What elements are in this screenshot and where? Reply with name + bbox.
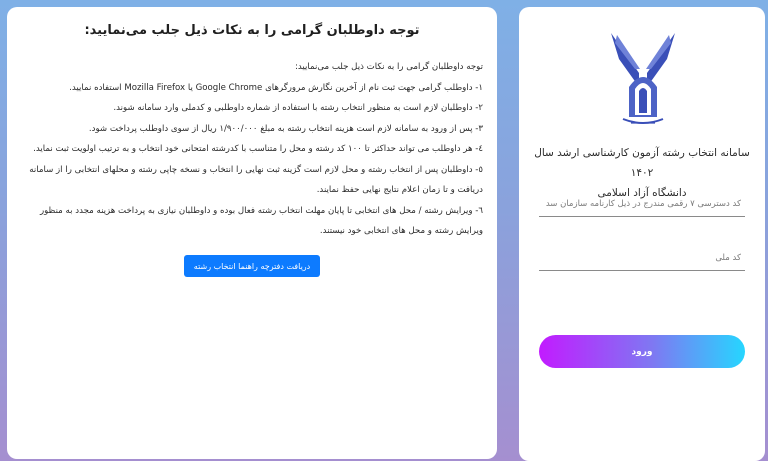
notice-item-4: ٤- هر داوطلب می تواند حداکثر تا ۱۰۰ کد رشته و محل را متناسب با کدرشته امتحانی خود انتخاب و به ترتیب اولویت ثبت نماید. [33, 144, 483, 154]
access-code-input[interactable] [539, 191, 745, 217]
notices-list [23, 57, 483, 242]
national-code-input[interactable] [539, 245, 745, 271]
system-title-line2: دانشگاه آزاد اسلامی [597, 187, 687, 199]
notice-item-3: ۳- پس از ورود به سامانه لازم است هزینه انتخاب رشته به مبلغ ۱/۹۰۰/۰۰۰ ریال از سوی داوطلب پرداخت شود. [88, 123, 483, 134]
system-title-line1: سامانه انتخاب رشته آزمون کارشناسی ارشد سال ۱۴۰۲ [534, 147, 750, 179]
login-card [519, 7, 765, 461]
notice-item-5: ٥- داوطلبان پس از انتخاب رشته و محل لازم است گزینه ثبت نهایی را انتخاب و نسخه چاپی رشته و محلهای انتخابی را از سامانه دریافت و تا زمان اعلام نتایج نهایی حفظ نمایند. [29, 164, 483, 195]
notice-intro: توجه داوطلبان گرامی را به نکات ذیل جلب می‌نمایید: [294, 62, 483, 72]
notice-item-1: ۱- داوطلب گرامی جهت ثبت نام از آخرین نگارش مرورگرهای Google Chrome یا Mozilla Firefox استفاده نمایید. [69, 82, 483, 93]
notice-item-2: ۲- داوطلبان لازم است به منظور انتخاب رشته با استفاده از شماره داوطلبی و کدملی وارد سامانه شوند. [113, 103, 483, 113]
download-guide-button[interactable]: دریافت دفترچه راهنما انتخاب رشته [184, 255, 320, 277]
university-logo-icon [609, 29, 677, 129]
notice-item-6: ٦- ویرایش رشته / محل های انتخابی تا پایان مهلت انتخاب رشته فعال بوده و داوطلبان نیازی به پرداخت هزینه مجدد به منظور ویرایش رشته و محل های انتخابی خود نیستند. [39, 205, 483, 236]
login-button[interactable]: ورود [539, 335, 745, 368]
notices-title: توجه داوطلبان گرامی را به نکات ذیل جلب می‌نمایید: [84, 23, 420, 38]
notices-card [7, 7, 497, 459]
